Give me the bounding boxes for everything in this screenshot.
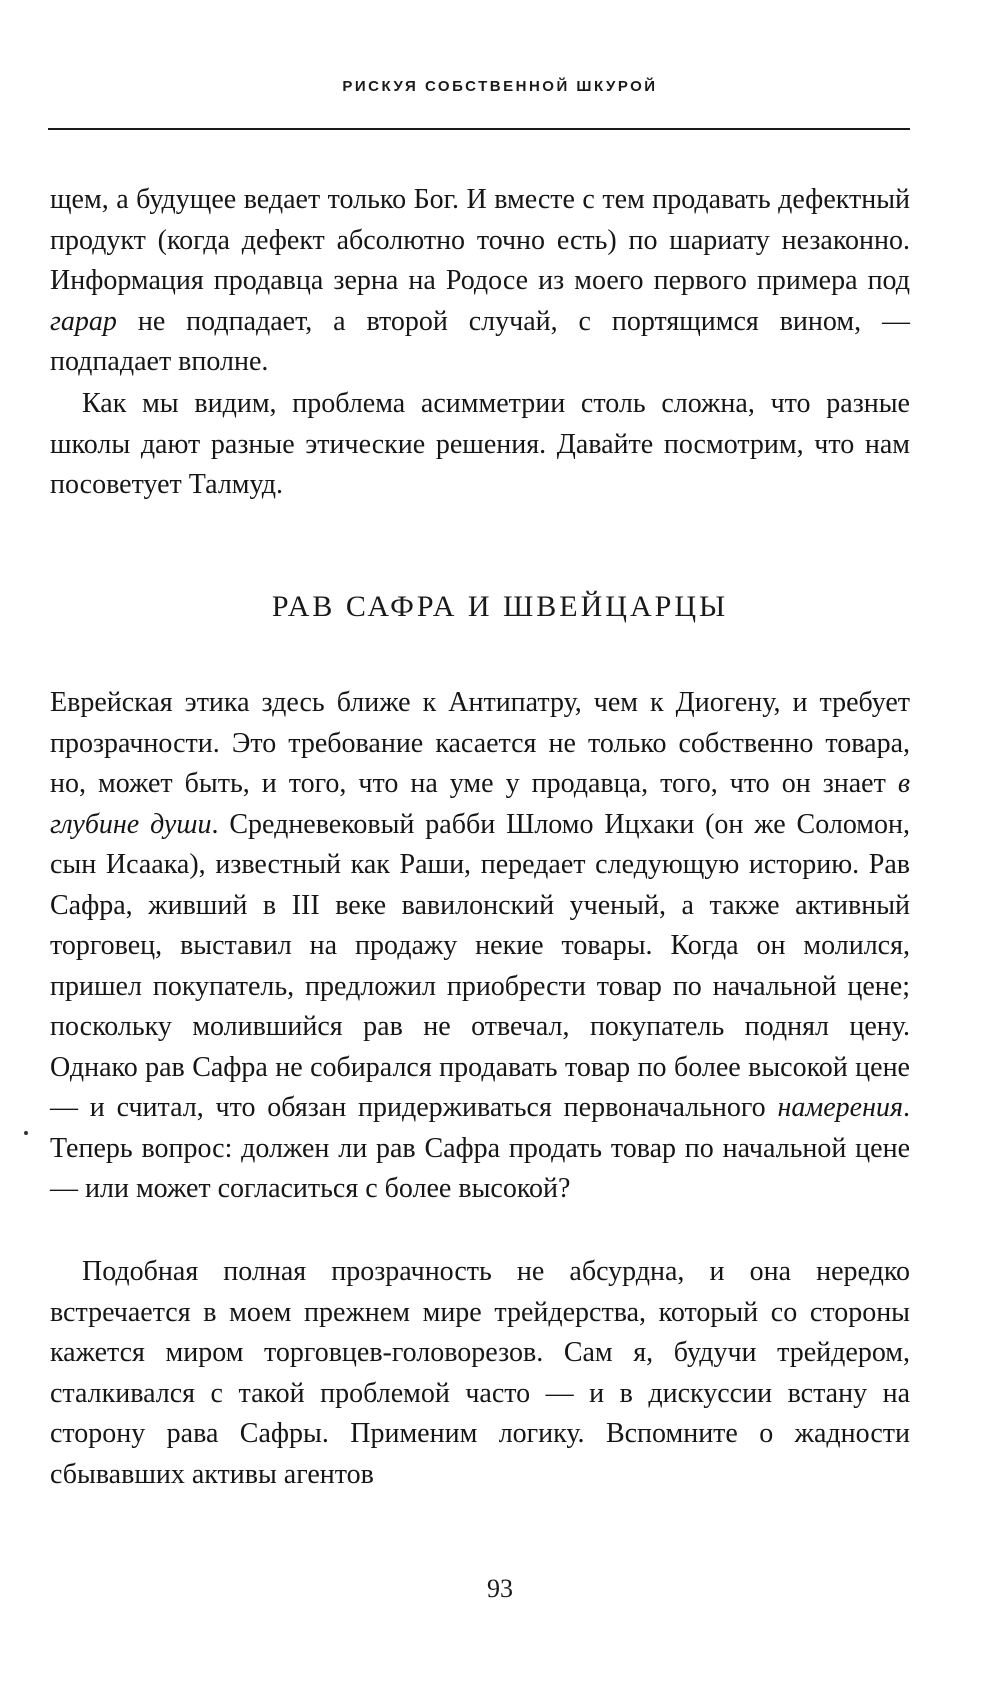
paragraph-1-text-a: щем, а будущее ведает только Бог. И вместе с тем продавать дефектный продукт (когда дефект абсолютно точно есть) по шариату незаконно. Информация продавца зерна на Родосе из моего первого примера под [50, 184, 910, 296]
paragraph-continuation [50, 180, 910, 383]
paragraph-3-text-a: Еврейская этика здесь ближе к Антипатру, чем к Диогену, и требует прозрачности. Это требование касается не только собственно товара, но, может быть, и того, что на уме у продавца, того, что он знает [50, 687, 910, 799]
paragraph-3 [50, 683, 910, 1210]
paragraph-2 [50, 384, 910, 506]
paragraph-3-italic-b: намерения [777, 1092, 903, 1123]
section-title: РАВ САФРА И ШВЕЙЦАРЦЫ [271, 590, 729, 623]
paragraph-4-text: Подобная полная прозрачность не абсурдна, и она нередко встречается в моем прежнем мире трейдерства, который со стороны кажется миром торговцев-головорезов. Сам я, будучи трейдером, сталкивался с такой проблемой часто — и в дискуссии встану на сторону рава Сафры. Применим логику. Вспомните о жадности сбывавших активы агентов [50, 1256, 910, 1490]
paragraph-1-italic: гарар [50, 305, 117, 337]
paragraph-4 [50, 1252, 910, 1495]
margin-mark [24, 1131, 28, 1135]
page-number: 93 [487, 1574, 513, 1603]
header-rule [48, 128, 910, 130]
running-head-text: РИСКУЯ СОБСТВЕННОЙ ШКУРОЙ [342, 78, 658, 95]
paragraph-2-text: Как мы видим, проблема асимметрии столь сложна, что разные школы дают разные этические решения. Давайте посмотрим, что нам посоветует Талмуд. [50, 388, 910, 500]
paragraph-3-text-c: . Теперь вопрос: должен ли рав Сафра продать товар по начальной цене — или может согласиться с более высокой? [50, 1092, 910, 1204]
paragraph-1-text-b: не подпадает, а второй случай, с портящимся вином, — подпадает вполне. [50, 305, 910, 377]
running-head [0, 78, 1000, 95]
paragraph-3-text-b: . Средневековый рабби Шломо Ицхаки (он же Соломон, сын Исаака), известный как Раши, передает следующую историю. Рав Сафра, живший в III веке вавилонский ученый, а также активный торговец, выставил на продажу некие товары. Когда он молился, пришел покупатель, предложил приобрести товар по начальной цене; поскольку молившийся рав не отвечал, покупатель поднял цену. Однако рав Сафра не собирался продавать товар по более высокой цене — и считал, что обязан придерживаться первоначального [50, 808, 910, 1123]
paragraph-3-italic-a: в глубине души [50, 768, 910, 840]
